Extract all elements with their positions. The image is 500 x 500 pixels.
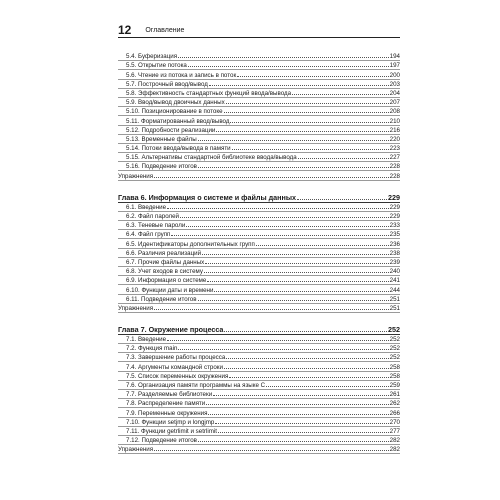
entry-title: 6.4. Файл групп xyxy=(126,231,171,239)
entry-title: 7.11. Функции getrlimit и setrlimit xyxy=(126,427,217,435)
entry-title: 6.6. Различия реализаций xyxy=(126,249,202,257)
toc-entry-row xyxy=(118,144,400,153)
toc-entry-row xyxy=(118,249,400,258)
entry-page-number: 266 xyxy=(389,409,400,417)
page-header xyxy=(118,23,400,38)
entry-title: 7.8. Распределение памяти xyxy=(126,400,206,408)
entry-title: 5.12. Подробности реализации xyxy=(126,126,216,134)
dot-leader xyxy=(208,414,388,415)
entry-page-number: 239 xyxy=(389,258,400,266)
toc-chapter-row xyxy=(118,322,400,335)
entry-title: Упражнения xyxy=(118,304,154,312)
toc-entry-row xyxy=(118,381,400,390)
entry-title: 5.10. Позиционирование в потоке xyxy=(126,108,223,116)
entry-page-number: 207 xyxy=(389,99,400,107)
entry-page-number: 204 xyxy=(389,89,400,97)
toc-entry-row xyxy=(118,285,400,294)
entry-title: 5.5. Открытие потока xyxy=(126,62,187,70)
dot-leader xyxy=(178,57,389,58)
toc-entry-row xyxy=(118,89,400,98)
dot-leader xyxy=(213,395,389,396)
entry-title: 7.2. Функция main xyxy=(126,345,178,353)
dot-leader xyxy=(206,404,388,405)
entry-title: 6.5. Идентификаторы дополнительных групп xyxy=(126,240,255,248)
entry-title: 7.3. Завершение работы процесса xyxy=(126,354,226,362)
entry-page-number: 252 xyxy=(389,336,400,344)
dot-leader xyxy=(188,66,389,67)
entry-page-number: 240 xyxy=(389,268,400,276)
dot-leader xyxy=(216,131,388,132)
toc-entry-row xyxy=(118,230,400,239)
entry-page-number: 203 xyxy=(389,80,400,88)
entry-page-number: 282 xyxy=(389,437,400,445)
toc-entry-row xyxy=(118,304,400,313)
dot-leader xyxy=(230,122,388,123)
toc-entry-row xyxy=(118,408,400,417)
entry-page-number: 252 xyxy=(388,324,400,334)
entry-title: 5.9. Ввод/вывод двоичных данных xyxy=(126,99,225,107)
entry-page-number: 258 xyxy=(389,363,400,371)
dot-leader xyxy=(198,167,389,168)
entry-page-number: 270 xyxy=(389,418,400,426)
toc-spacer xyxy=(118,181,400,190)
entry-page-number: 210 xyxy=(389,117,400,125)
table-of-contents xyxy=(118,52,400,454)
dot-leader xyxy=(266,386,389,387)
entry-page-number: 244 xyxy=(389,286,400,294)
toc-entry-row xyxy=(118,344,400,353)
entry-page-number: 227 xyxy=(389,154,400,162)
entry-title: Упражнения xyxy=(118,446,154,454)
dot-leader xyxy=(154,450,389,451)
entry-title: 6.8. Учет входов в систему xyxy=(126,268,203,276)
entry-page-number: 208 xyxy=(389,108,400,116)
dot-leader xyxy=(229,377,388,378)
toc-entry-row xyxy=(118,353,400,362)
entry-page-number: 262 xyxy=(389,400,400,408)
toc-entry-row xyxy=(118,70,400,79)
entry-title: 7.12. Подведение итогов xyxy=(126,437,197,445)
dot-leader xyxy=(202,254,389,255)
entry-page-number: 251 xyxy=(389,295,400,303)
entry-page-number: 223 xyxy=(389,145,400,153)
toc-entry-row xyxy=(118,267,400,276)
chapter-title: Глава 6. Информация о системе и файлы данных xyxy=(118,192,296,202)
entry-title: 5.11. Форматированный ввод/вывод xyxy=(126,117,230,125)
entry-page-number: 251 xyxy=(389,304,400,312)
dot-leader xyxy=(167,208,389,209)
entry-title: 7.5. Список переменных окружения xyxy=(126,372,229,380)
entry-page-number: 220 xyxy=(389,135,400,143)
toc-entry-row xyxy=(118,258,400,267)
dot-leader xyxy=(171,235,388,236)
dot-leader xyxy=(178,349,388,350)
toc-entry-row xyxy=(118,372,400,381)
entry-title: 7.1. Введение xyxy=(126,336,167,344)
toc-entry-row xyxy=(118,295,400,304)
dot-leader xyxy=(207,281,388,282)
toc-entry-row xyxy=(118,80,400,89)
entry-title: 7.9. Переменные окружения xyxy=(126,409,208,417)
entry-page-number: 235 xyxy=(389,231,400,239)
dot-leader xyxy=(198,140,389,141)
toc-entry-row xyxy=(118,335,400,344)
dot-leader xyxy=(198,300,389,301)
toc-entry-row xyxy=(118,276,400,285)
entry-page-number: 197 xyxy=(389,62,400,70)
dot-leader xyxy=(198,441,389,442)
page-number: 12 xyxy=(118,23,132,37)
entry-page-number: 252 xyxy=(389,345,400,353)
entry-title: 6.10. Функции даты и времени xyxy=(126,286,214,294)
dot-leader xyxy=(154,177,389,178)
toc-entry-row xyxy=(118,52,400,61)
entry-page-number: 238 xyxy=(389,249,400,257)
dot-leader xyxy=(256,245,389,246)
toc-entry-row xyxy=(118,212,400,221)
entry-page-number: 241 xyxy=(389,277,400,285)
entry-title: 7.7. Разделяемые библиотеки xyxy=(126,391,213,399)
toc-entry-row xyxy=(118,445,400,454)
entry-title: 5.8. Эффективность стандартных функций ввода/вывода xyxy=(126,89,292,97)
entry-title: 6.11. Подведение итогов xyxy=(126,295,197,303)
toc-spacer xyxy=(118,313,400,322)
dot-leader xyxy=(226,358,388,359)
entry-page-number: 233 xyxy=(389,222,400,230)
dot-leader xyxy=(180,217,389,218)
entry-title: 5.16. Подведение итогов xyxy=(126,163,197,171)
dot-leader xyxy=(209,85,389,86)
entry-title: 7.10. Функции setjmp и longjmp xyxy=(126,418,215,426)
entry-title: 5.13. Временные файлы xyxy=(126,135,197,143)
toc-entry-row xyxy=(118,390,400,399)
toc-entry-row xyxy=(118,153,400,162)
entry-page-number: 229 xyxy=(389,213,400,220)
dot-leader xyxy=(224,331,387,332)
toc-chapter-row xyxy=(118,190,400,203)
toc-entry-row xyxy=(118,171,400,180)
toc-entry-row xyxy=(118,239,400,248)
dot-leader xyxy=(215,423,388,424)
entry-title: 6.3. Теневые пароли xyxy=(126,222,186,230)
toc-entry-row xyxy=(118,116,400,125)
toc-entry-row xyxy=(118,418,400,427)
toc-entry-row xyxy=(118,436,400,445)
dot-leader xyxy=(154,309,389,310)
dot-leader xyxy=(204,272,389,273)
entry-page-number: 228 xyxy=(389,172,400,180)
entry-page-number: 236 xyxy=(389,240,400,248)
dot-leader xyxy=(237,76,389,77)
dot-leader xyxy=(292,94,389,95)
dot-leader xyxy=(167,340,389,341)
entry-title: 5.15. Альтернативы стандартной библиотеке ввода/вывода xyxy=(126,154,297,162)
entry-page-number: 200 xyxy=(389,71,400,79)
entry-page-number: 258 xyxy=(389,372,400,380)
dot-leader xyxy=(218,432,389,433)
dot-leader xyxy=(298,158,389,159)
dot-leader xyxy=(214,291,388,292)
entry-page-number: 261 xyxy=(389,391,400,399)
dot-leader xyxy=(297,199,387,200)
entry-page-number: 277 xyxy=(389,427,400,435)
toc-entry-row xyxy=(118,427,400,436)
dot-leader xyxy=(224,112,389,113)
toc-entry-row xyxy=(118,399,400,408)
entry-page-number: 252 xyxy=(389,354,400,362)
entry-page-number: 259 xyxy=(389,382,400,389)
entry-title: 5.14. Потоки ввода/вывода в памяти xyxy=(126,145,231,153)
dot-leader xyxy=(186,226,388,227)
entry-page-number: 229 xyxy=(389,203,400,211)
entry-page-number: 194 xyxy=(389,53,400,61)
entry-title: 5.4. Буферизация xyxy=(126,53,178,61)
toc-entry-row xyxy=(118,61,400,70)
chapter-title: Глава 7. Окружение процесса xyxy=(118,324,224,334)
dot-leader xyxy=(232,149,389,150)
entry-title: 5.6. Чтение из потока и запись в поток xyxy=(126,71,237,79)
dot-leader xyxy=(226,103,389,104)
toc-entry-row xyxy=(118,362,400,371)
toc-entry-row xyxy=(118,135,400,144)
toc-entry-row xyxy=(118,107,400,116)
entry-title: 6.7. Прочие файлы данных xyxy=(126,258,205,266)
entry-title: Упражнения xyxy=(118,172,154,180)
entry-page-number: 228 xyxy=(389,163,400,171)
toc-entry-row xyxy=(118,221,400,230)
toc-entry-row xyxy=(118,162,400,171)
entry-title: 5.7. Построчный ввод/вывод xyxy=(126,80,208,88)
dot-leader xyxy=(224,368,389,369)
entry-title: 6.2. Файл паролей xyxy=(126,213,180,220)
running-title: Оглавление xyxy=(145,27,185,34)
entry-title: 6.1. Введение xyxy=(126,203,167,211)
entry-page-number: 282 xyxy=(389,446,400,454)
entry-page-number: 229 xyxy=(388,192,400,202)
entry-title: 7.6. Организация памяти программы на языке C xyxy=(126,382,266,389)
entry-title: 7.4. Аргументы командной строки xyxy=(126,363,223,371)
dot-leader xyxy=(205,263,388,264)
entry-page-number: 216 xyxy=(389,126,400,134)
toc-entry-row xyxy=(118,98,400,107)
entry-title: 6.9. Информация о системе xyxy=(126,277,207,285)
toc-entry-row xyxy=(118,203,400,212)
toc-entry-row xyxy=(118,126,400,135)
